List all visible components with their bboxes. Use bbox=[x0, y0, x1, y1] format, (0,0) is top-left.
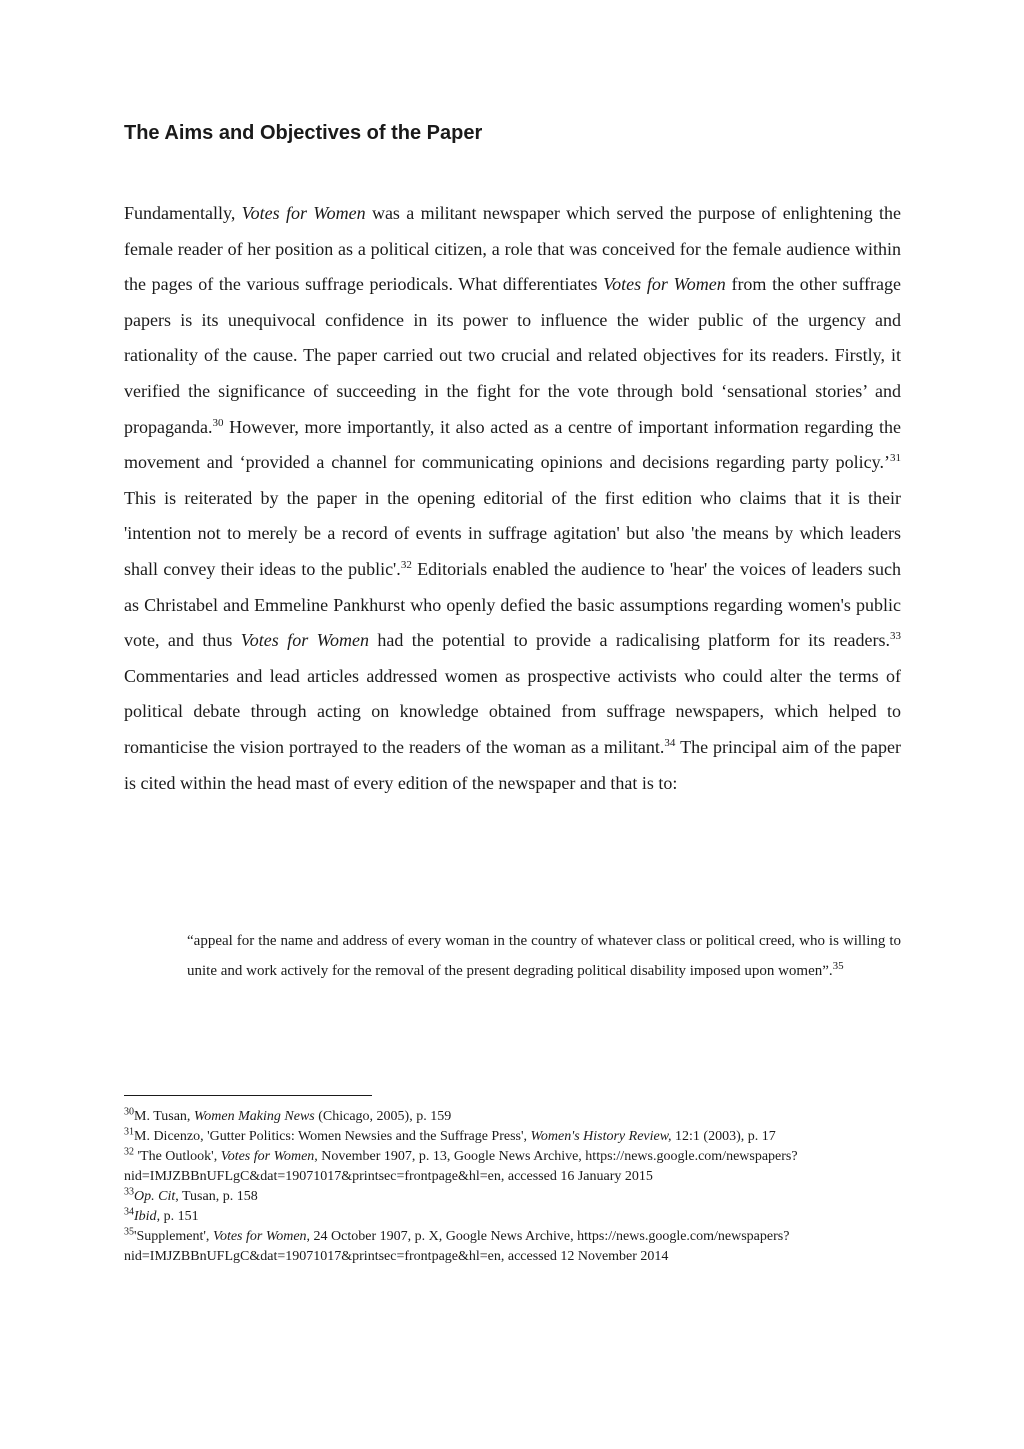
footnote-title: Op. Cit bbox=[134, 1189, 176, 1204]
newspaper-title: Votes for Women bbox=[240, 630, 369, 651]
body-text-segment: Fundamentally, bbox=[124, 203, 242, 223]
footnote-separator bbox=[124, 1095, 372, 1096]
footnote-ref-35: 35 bbox=[832, 960, 844, 972]
block-quote-text: “appeal for the name and address of every woman in the country of whatever class or political creed, who is willing to unite and work actively for the removal of the present degrading political disability imposed upon women”. bbox=[187, 933, 901, 979]
footnote-number: 35 bbox=[124, 1226, 134, 1238]
body-text-segment: was a militant newspaper which served the purpose of enlightening the female reader of her position as a political citizen, a role that was conceived for the female audience within the pages of the various suffrage periodicals. What differentiates bbox=[124, 203, 901, 295]
footnote-text: , p. 151 bbox=[156, 1209, 199, 1224]
footnote-text: 'The Outlook', bbox=[134, 1149, 221, 1164]
footnote-text: 12:1 (2003), p. 17 bbox=[671, 1129, 776, 1144]
body-paragraph bbox=[124, 196, 901, 801]
footnote-ref-32: 32 bbox=[400, 558, 412, 571]
body-text-segment: had the potential to provide a radicalising platform for its readers. bbox=[368, 630, 890, 651]
footnote-30 bbox=[124, 1107, 914, 1127]
footnote-title: Ibid bbox=[134, 1209, 157, 1224]
footnote-ref-33: 33 bbox=[889, 630, 901, 643]
section-heading: The Aims and Objectives of the Paper bbox=[124, 122, 483, 144]
footnote-title: Votes for Women bbox=[212, 1229, 307, 1244]
footnote-title: Women's History Review, bbox=[530, 1129, 672, 1144]
footnote-number: 31 bbox=[124, 1126, 134, 1138]
body-text-segment: The principal aim of the paper is cited within the head mast of every edition of the newspaper and that is to: bbox=[124, 736, 901, 793]
body-text-segment: However, more importantly, it also acted as a centre of important information regarding the movement and ‘provided a channel for communicating opinions and decisions regarding party policy.’ bbox=[124, 416, 901, 473]
footnote-text: (Chicago, 2005), p. 159 bbox=[314, 1109, 452, 1124]
block-quote bbox=[187, 926, 901, 986]
newspaper-title: Votes for Women bbox=[603, 274, 726, 295]
footnote-title: Votes for Women bbox=[220, 1149, 315, 1164]
footnote-number: 32 bbox=[124, 1146, 134, 1158]
footnote-text: M. Dicenzo, 'Gutter Politics: Women Newsies and the Suffrage Press', bbox=[134, 1129, 531, 1144]
footnotes bbox=[124, 1107, 914, 1267]
footnote-text: 'Supplement', bbox=[134, 1229, 213, 1244]
footnote-number: 30 bbox=[124, 1106, 134, 1118]
footnote-ref-30: 30 bbox=[212, 416, 224, 429]
footnote-31 bbox=[124, 1127, 914, 1147]
body-text-segment: from the other suffrage papers is its unequivocal confidence in its power to influence the wider public of the urgency and rationality of the cause. The paper carried out two crucial and related objectives for its readers. Firstly, it verified the significance of succeeding in the fight for the vote through bold ‘sensational stories’ and propaganda. bbox=[124, 274, 901, 437]
footnote-33 bbox=[124, 1187, 914, 1207]
newspaper-title: Votes for Women bbox=[241, 203, 366, 223]
footnote-35 bbox=[124, 1227, 914, 1267]
footnote-text: , November 1907, p. 13, Google News Archive, https://news.google.com/newspapers?nid=IMJZBBnUFLgC&dat=19071017&printsec=frontpage&hl=en, accessed 16 January 2015 bbox=[124, 1149, 798, 1184]
body-text-segment: This is reiterated by the paper in the opening editorial of the first edition who claims that it is their 'intention not to merely be a record of events in suffrage agitation' but also 'the means by which leaders shall convey their ideas to the public'. bbox=[124, 487, 901, 579]
footnote-text: , 24 October 1907, p. X, Google News Archive, https://news.google.com/newspapers?nid=IMJZBBnUFLgC&dat=19071017&printsec=frontpage&hl=en, accessed 12 November 2014 bbox=[124, 1229, 790, 1264]
footnote-ref-31: 31 bbox=[890, 452, 901, 465]
body-text-segment: Commentaries and lead articles addressed women as prospective activists who could alter the terms of political debate through acting on knowledge obtained from suffrage newspapers, which helped to romanticise the vision portrayed to the readers of the woman as a militant. bbox=[124, 665, 901, 757]
footnote-ref-34: 34 bbox=[664, 736, 676, 749]
footnote-32 bbox=[124, 1147, 914, 1187]
footnote-text: , Tusan, p. 158 bbox=[175, 1189, 258, 1204]
footnote-number: 33 bbox=[124, 1186, 134, 1198]
footnote-text: M. Tusan, bbox=[134, 1109, 194, 1124]
footnote-34 bbox=[124, 1207, 914, 1227]
body-text-segment: Editorials enabled the audience to 'hear' the voices of leaders such as Christabel and Emmeline Pankhurst who openly defied the basic assumptions regarding women's public vote, and thus bbox=[124, 558, 902, 651]
footnote-title: Women Making News bbox=[193, 1109, 315, 1124]
footnote-number: 34 bbox=[124, 1206, 134, 1218]
